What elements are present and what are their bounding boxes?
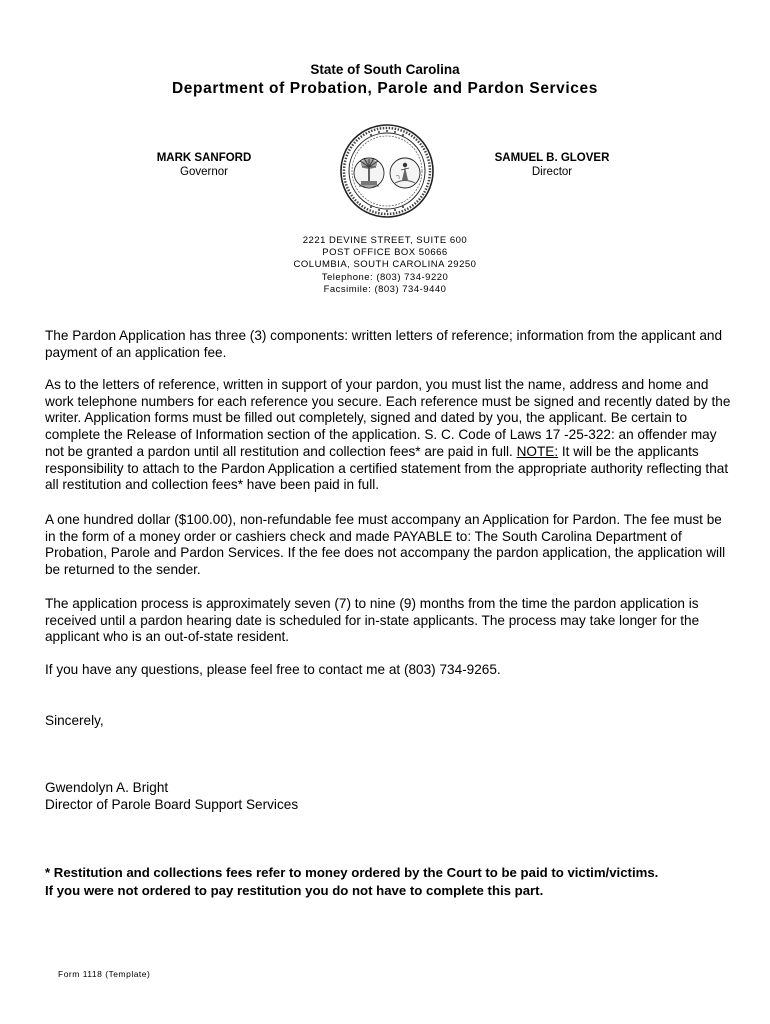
- paragraph-text: The Pardon Application has three (3) components: written letters of reference; information from the applicant and payment of an application fee.: [45, 328, 723, 360]
- state-name: State of South Carolina: [310, 62, 460, 77]
- paragraph-process: [45, 596, 735, 646]
- address-telephone: Telephone: (803) 734-9220: [321, 271, 449, 283]
- address-city: COLUMBIA, SOUTH CAROLINA 29250: [293, 259, 477, 271]
- note-label: NOTE:: [516, 443, 559, 459]
- signer-name: Gwendolyn A. Bright: [45, 780, 169, 795]
- footnote: [45, 864, 745, 899]
- note-text: It will be the applicants responsibility to attach to the Pardon Application a certified statement from the appropriate authority reflecting that all restitution and collection fees* have been paid in full.: [45, 443, 729, 493]
- address-facsimile: Facsimile: (803) 734-9440: [323, 283, 447, 295]
- closing: Sincerely,: [45, 713, 104, 728]
- state-seal-icon: [339, 123, 435, 219]
- director-title: Director: [531, 166, 573, 178]
- governor-block: [104, 151, 304, 179]
- governor-name: MARK SANFORD: [156, 152, 252, 164]
- signer-title: Director of Parole Board Support Services: [45, 796, 299, 812]
- paragraph-text: [45, 377, 735, 494]
- footnote-line-1: * Restitution and collections fees refer to money ordered by the Court to be paid to victim/victims.: [45, 865, 659, 880]
- department-name: Department of Probation, Parole and Pardon Services: [172, 80, 598, 97]
- paragraph-contact: [45, 662, 735, 679]
- director-block: [452, 151, 652, 179]
- address-po-box: POST OFFICE BOX 50666: [322, 247, 448, 259]
- director-name: SAMUEL B. GLOVER: [494, 152, 610, 164]
- references-text: As to the letters of reference, written in support of your pardon, you must list the name, address and home and work telephone numbers for each reference you secure. Each reference must be signed and recently dated by the writer. Application forms must be filled out completely, signed and dated by you, the applicant. Be certain to complete the Release of Information section of the application. S. C. Code of Laws 17 -25-322: an offender may not be granted a pardon until all restitution and collection fees* are paid in full.: [45, 377, 731, 459]
- paragraph-text: If you have any questions, please feel free to contact me at (803) 734-9265.: [45, 662, 501, 677]
- paragraph-text: A one hundred dollar ($100.00), non-refundable fee must accompany an Application for Pardon. The fee must be in the form of a money order or cashiers check and made PAYABLE to: The South Carolina Department of Probation, Parole and Pardon Services. If the fee does not accompany the pardon application, the application will be returned to the sender.: [45, 512, 726, 578]
- paragraph-fee: [45, 512, 735, 579]
- signature-block: [45, 780, 735, 813]
- form-label: Form 1118 (Template): [58, 969, 151, 979]
- governor-title: Governor: [180, 166, 228, 178]
- paragraph-references: [45, 377, 735, 494]
- footnote-line-2: If you were not ordered to pay restitution you do not have to complete this part.: [45, 882, 544, 898]
- address-block: [0, 235, 770, 296]
- paragraph-components: [45, 328, 735, 361]
- paragraph-text: The application process is approximately seven (7) to nine (9) months from the time the pardon application is received until a pardon hearing date is scheduled for in-state applicants. The process may take longer for the applicant who is an out-of-state resident.: [45, 596, 700, 645]
- address-street: 2221 DEVINE STREET, SUITE 600: [302, 235, 468, 246]
